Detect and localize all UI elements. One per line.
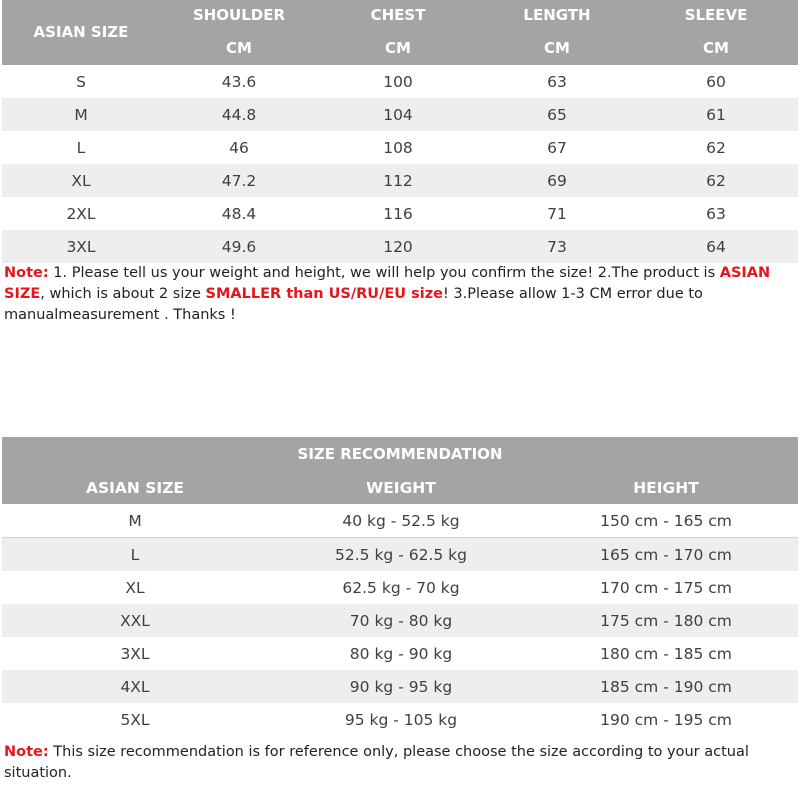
weight-cell: 95 kg - 105 kg	[344, 710, 458, 729]
header-weight: WEIGHT	[366, 478, 436, 497]
length-cell: 67	[547, 138, 567, 157]
sleeve-cell: 62	[706, 138, 726, 157]
weight-cell: 90 kg - 95 kg	[349, 677, 453, 696]
size-cell: S	[76, 72, 86, 91]
header-label: CHEST	[370, 6, 426, 24]
height-cell: 190 cm - 195 cm	[600, 710, 732, 729]
size-cell: 2XL	[66, 204, 96, 223]
note-text: This size recommendation is for reference only, please choose the size according to your actual situation.	[4, 744, 749, 781]
note-text: ! 3.Please allow 1-3 CM error due to manualmeasurement . Thanks !	[4, 286, 703, 320]
table-row	[2, 131, 798, 164]
shoulder-cell: 43.6	[221, 72, 257, 91]
header-chest	[318, 0, 478, 65]
note-label: Note:	[4, 265, 49, 281]
size-recommendation-table	[2, 437, 798, 736]
size-cell: XL	[71, 171, 91, 190]
sleeve-cell: 63	[706, 204, 726, 223]
table-row	[2, 164, 798, 197]
height-cell: 180 cm - 185 cm	[600, 644, 732, 663]
table-row	[2, 604, 798, 637]
length-cell: 69	[547, 171, 567, 190]
chest-cell: 116	[383, 204, 413, 223]
sleeve-cell: 60	[706, 72, 726, 91]
height-cell: 150 cm - 165 cm	[600, 511, 732, 530]
chest-cell: 112	[383, 171, 413, 190]
shoulder-cell: 46	[229, 138, 249, 157]
header-unit: CM	[226, 39, 252, 57]
table-row	[2, 538, 798, 571]
table-row	[2, 65, 798, 98]
table-row	[2, 571, 798, 604]
recommendation-column-headers	[2, 471, 798, 504]
note-text: 1. Please tell us your weight and height, we will help you confirm the size! 2.The product is	[48, 265, 720, 281]
size-cell: 3XL	[120, 644, 150, 663]
weight-cell: 52.5 kg - 62.5 kg	[335, 545, 467, 564]
header-label: SHOULDER	[192, 6, 286, 24]
size-cell: XL	[125, 578, 145, 597]
height-cell: 165 cm - 170 cm	[600, 545, 732, 564]
height-cell: 175 cm - 180 cm	[600, 611, 732, 630]
header-unit: CM	[544, 39, 570, 57]
weight-cell: 40 kg - 52.5 kg	[342, 511, 460, 530]
size-chart-header	[2, 0, 798, 65]
table-row	[2, 703, 798, 736]
header-unit: CM	[703, 39, 729, 57]
length-cell: 73	[547, 237, 567, 256]
size-cell: L	[76, 138, 86, 157]
sleeve-cell: 61	[706, 105, 726, 124]
table-row	[2, 637, 798, 670]
recommendation-note	[4, 742, 796, 784]
sleeve-cell: 64	[706, 237, 726, 256]
weight-cell: 62.5 kg - 70 kg	[342, 578, 460, 597]
sleeve-cell: 62	[706, 171, 726, 190]
table-row	[2, 197, 798, 230]
table-row	[2, 670, 798, 703]
size-cell: XXL	[120, 611, 150, 630]
height-cell: 185 cm - 190 cm	[600, 677, 732, 696]
recommendation-header	[2, 437, 798, 504]
header-label: SLEEVE	[684, 6, 748, 24]
chest-cell: 100	[383, 72, 413, 91]
table-row	[2, 504, 798, 537]
shoulder-cell: 44.8	[221, 105, 257, 124]
height-cell: 170 cm - 175 cm	[600, 578, 732, 597]
size-cell: M	[74, 105, 88, 124]
length-cell: 71	[547, 204, 567, 223]
header-label: ASIAN SIZE	[33, 23, 129, 41]
chest-cell: 104	[383, 105, 413, 124]
note-label: Note:	[4, 744, 49, 760]
table-row	[2, 98, 798, 131]
note-highlight: ASIAN SIZE	[4, 265, 771, 302]
size-cell: 4XL	[120, 677, 150, 696]
size-chart-note	[4, 263, 796, 320]
chest-cell: 108	[383, 138, 413, 157]
size-chart-table	[2, 0, 798, 263]
shoulder-cell: 48.4	[221, 204, 257, 223]
weight-cell: 80 kg - 90 kg	[349, 644, 453, 663]
header-label: LENGTH	[523, 6, 591, 24]
header-shoulder	[160, 0, 318, 65]
header-height: HEIGHT	[633, 478, 699, 497]
recommendation-title: SIZE RECOMMENDATION	[297, 445, 503, 463]
note-text: , which is about 2 size	[40, 286, 206, 302]
header-sleeve	[636, 0, 796, 65]
header-unit: CM	[385, 39, 411, 57]
shoulder-cell: 47.2	[221, 171, 257, 190]
header-asian-size	[2, 0, 160, 65]
header-length	[478, 0, 636, 65]
size-cell: 5XL	[120, 710, 150, 729]
weight-cell: 70 kg - 80 kg	[349, 611, 453, 630]
shoulder-cell: 49.6	[221, 237, 257, 256]
table-row	[2, 230, 798, 263]
header-asian-size: ASIAN SIZE	[85, 478, 185, 497]
chest-cell: 120	[383, 237, 413, 256]
size-cell: L	[130, 545, 140, 564]
size-cell: 3XL	[66, 237, 96, 256]
length-cell: 63	[547, 72, 567, 91]
size-cell: M	[128, 511, 142, 530]
note-highlight: SMALLER than US/RU/EU size	[205, 286, 443, 302]
length-cell: 65	[547, 105, 567, 124]
